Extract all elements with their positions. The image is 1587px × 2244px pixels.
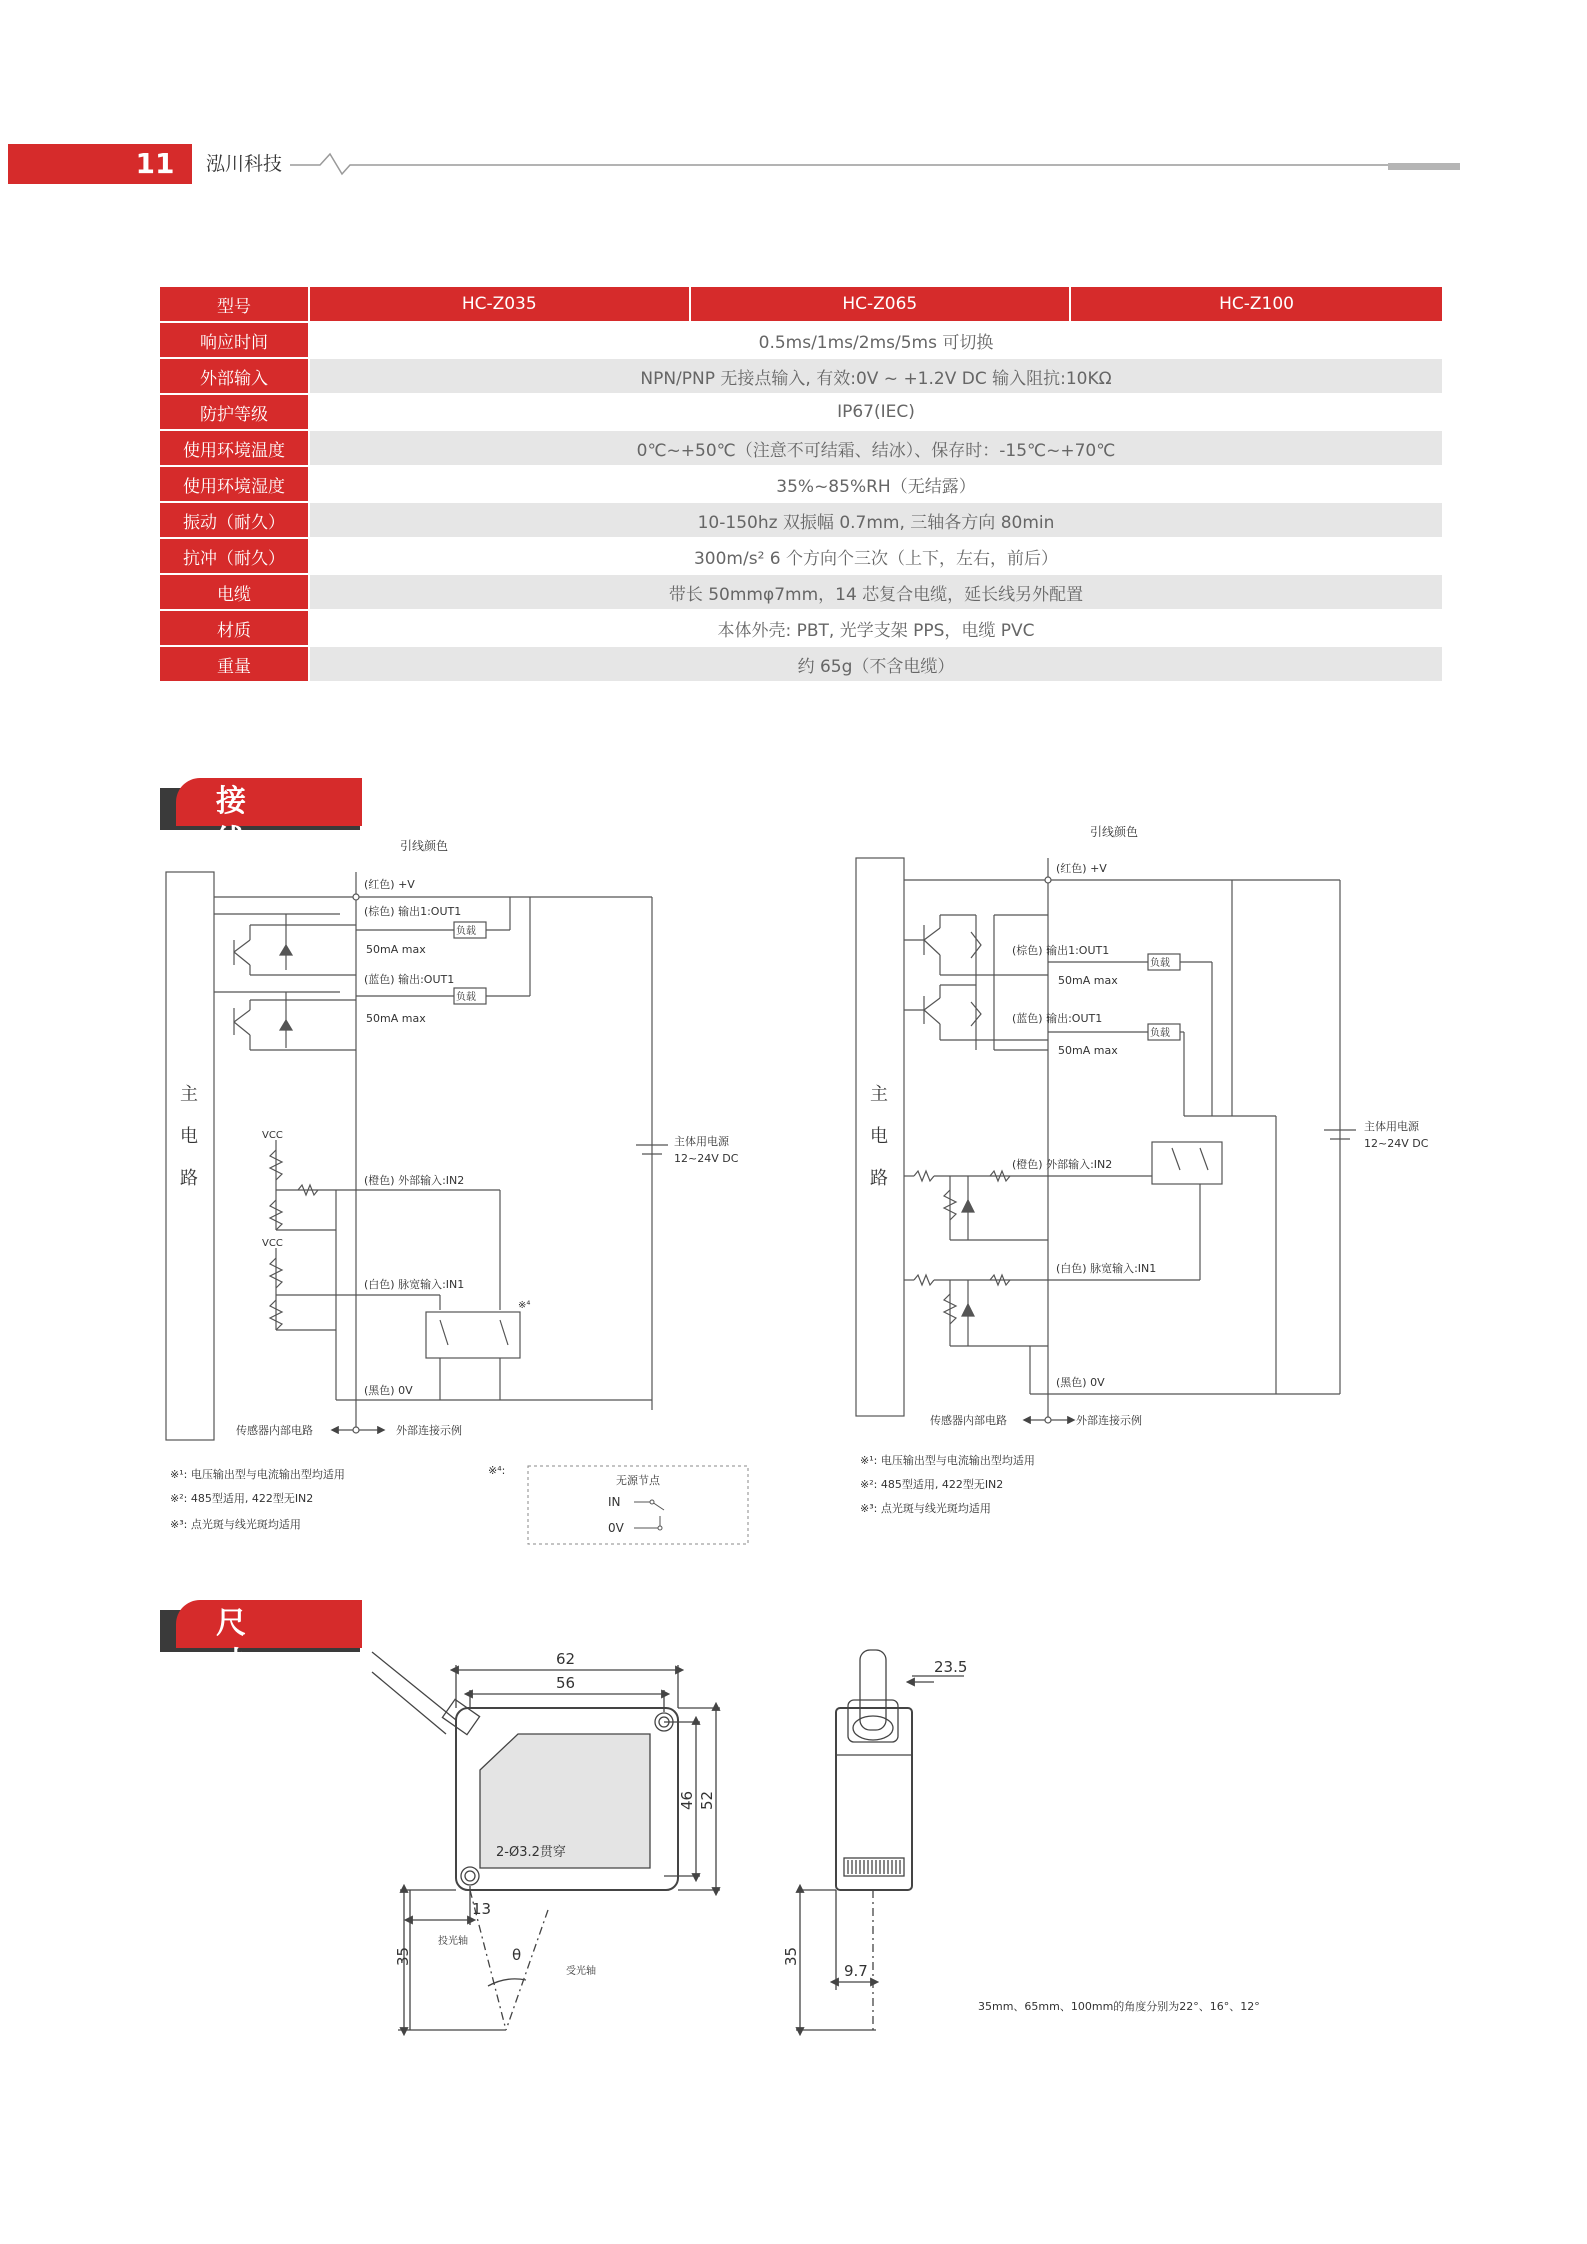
wire-red-label: (红色) +V bbox=[364, 878, 415, 891]
row-label: 抗冲（耐久） bbox=[160, 539, 310, 573]
internal-label: 传感器内部电路 bbox=[236, 1424, 313, 1437]
dim-46: 46 bbox=[678, 1790, 696, 1810]
note-item: ※¹: 电压输出型与电流输出型均适用 bbox=[860, 1454, 1035, 1467]
load-label: 负载 bbox=[1150, 1028, 1170, 1039]
vcc-label: VCC bbox=[262, 1130, 283, 1141]
row-label: 振动（耐久） bbox=[160, 503, 310, 537]
note4-mark-label: ※⁴: bbox=[488, 1464, 506, 1477]
row-label: 使用环境温度 bbox=[160, 431, 310, 465]
wiring-diagram-right bbox=[856, 858, 1356, 1423]
model-z035: HC-Z035 bbox=[310, 287, 691, 321]
dim-35-side: 35 bbox=[782, 1946, 800, 1966]
hole-label: 2-Ø3.2贯穿 bbox=[496, 1845, 566, 1860]
row-value: 35%~85%RH（无结露） bbox=[310, 467, 1442, 501]
note4-in: IN bbox=[608, 1495, 621, 1509]
load-label: 负载 bbox=[456, 992, 476, 1003]
dimension-side-view bbox=[796, 1650, 964, 2030]
voltage-label: 12~24V DC bbox=[674, 1152, 739, 1165]
load-label: 负载 bbox=[1150, 958, 1170, 969]
row-value: 带长 50mmφ7mm，14 芯复合电缆，延长线另外配置 bbox=[310, 575, 1442, 609]
row-value: 0℃~+50℃（注意不可结霜、结冰）、保存时：-15℃~+70℃ bbox=[310, 431, 1442, 465]
page-number: 11 bbox=[135, 147, 175, 180]
dim-62: 62 bbox=[556, 1650, 576, 1668]
wire-orange-label: (橙色) 外部输入:IN2 bbox=[364, 1174, 465, 1187]
main-circuit-char: 路 bbox=[870, 1168, 888, 1189]
current-label: 50mA max bbox=[366, 943, 426, 956]
power-label: 主体用电源 bbox=[674, 1135, 729, 1148]
dim-35-front: 35 bbox=[394, 1946, 412, 1966]
angle-note: 35mm、65mm、100mm的角度分别为22°、16°、12° bbox=[978, 2000, 1260, 2013]
row-label: 电缆 bbox=[160, 575, 310, 609]
row-label: 防护等级 bbox=[160, 395, 310, 429]
note4-box bbox=[488, 1464, 748, 1544]
row-label: 材质 bbox=[160, 611, 310, 645]
row-label: 使用环境湿度 bbox=[160, 467, 310, 501]
row-value: 300m/s² 6 个方向个三次（上下，左右，前后） bbox=[310, 539, 1442, 573]
receive-axis-label: 受光轴 bbox=[566, 1966, 596, 1977]
dim-56: 56 bbox=[556, 1674, 576, 1692]
wire-black-label: (黑色) 0V bbox=[1056, 1376, 1105, 1389]
row-label: 重量 bbox=[160, 647, 310, 681]
main-circuit-box bbox=[166, 872, 214, 1440]
note4-mark: ※⁴ bbox=[518, 1300, 531, 1311]
internal-label: 传感器内部电路 bbox=[930, 1414, 1007, 1427]
notes-left bbox=[170, 1467, 345, 1531]
model-z065: HC-Z065 bbox=[691, 287, 1072, 321]
current-label: 50mA max bbox=[1058, 974, 1118, 987]
current-label: 50mA max bbox=[366, 1012, 426, 1025]
note-item: ※³: 点光斑与线光斑均适用 bbox=[170, 1518, 301, 1531]
current-label: 50mA max bbox=[1058, 1044, 1118, 1057]
dimension-front-view bbox=[372, 1652, 720, 2030]
row-label: 外部输入 bbox=[160, 359, 310, 393]
table-header-label: 型号 bbox=[160, 287, 310, 321]
vcc-label: VCC bbox=[262, 1238, 283, 1249]
dimension-title: 尺寸图 bbox=[216, 1606, 248, 1721]
wiring-title: 接线图 bbox=[216, 784, 248, 899]
row-value: 约 65g（不含电缆） bbox=[310, 647, 1442, 681]
row-label: 响应时间 bbox=[160, 323, 310, 357]
note-item: ※²: 485型适用, 422型无IN2 bbox=[170, 1492, 314, 1505]
wire-blue-label: (蓝色) 输出:OUT1 bbox=[1012, 1012, 1103, 1025]
dim-23-5: 23.5 bbox=[934, 1658, 968, 1676]
load-label: 负载 bbox=[456, 926, 476, 937]
wire-red-label: (红色) +V bbox=[1056, 862, 1107, 875]
external-label: 外部连接示例 bbox=[396, 1424, 462, 1437]
dim-13: 13 bbox=[472, 1900, 492, 1918]
wire-blue-label: (蓝色) 输出:OUT1 bbox=[364, 973, 455, 986]
wire-black-label: (黑色) 0V bbox=[364, 1384, 413, 1397]
external-label: 外部连接示例 bbox=[1076, 1414, 1142, 1427]
wire-brown-label: (棕色) 输出1:OUT1 bbox=[1012, 944, 1110, 957]
row-value: 10-150hz 双振幅 0.7mm, 三轴各方向 80min bbox=[310, 503, 1442, 537]
dimension-side-labels bbox=[782, 1658, 967, 1980]
main-circuit-char: 电 bbox=[870, 1126, 888, 1147]
row-value: NPN/PNP 无接点输入, 有效:0V ~ +1.2V DC 输入阻抗:10KΩ bbox=[310, 359, 1442, 393]
main-circuit-char: 电 bbox=[180, 1126, 198, 1147]
note-item: ※²: 485型适用, 422型无IN2 bbox=[860, 1478, 1004, 1491]
dim-52: 52 bbox=[698, 1790, 716, 1810]
model-z100: HC-Z100 bbox=[1071, 287, 1442, 321]
power-label: 主体用电源 bbox=[1364, 1120, 1419, 1133]
row-value: 0.5ms/1ms/2ms/5ms 可切换 bbox=[310, 323, 1442, 357]
row-value: IP67(IEC) bbox=[310, 395, 1442, 429]
wiring-left-labels bbox=[180, 838, 739, 1437]
main-circuit-char: 路 bbox=[180, 1168, 198, 1189]
note-item: ※¹: 电压输出型与电流输出型均适用 bbox=[170, 1468, 345, 1481]
wiring-diagram-left bbox=[166, 872, 668, 1440]
theta-label: θ bbox=[512, 1946, 522, 1964]
lead-color-label: 引线颜色 bbox=[1090, 825, 1139, 839]
main-circuit-char: 主 bbox=[180, 1084, 198, 1105]
lead-color-label: 引线颜色 bbox=[400, 839, 449, 853]
note4-title: 无源节点 bbox=[616, 1474, 660, 1487]
voltage-label: 12~24V DC bbox=[1364, 1137, 1429, 1150]
emit-axis-label: 投光轴 bbox=[438, 1936, 468, 1947]
main-circuit-char: 主 bbox=[870, 1084, 888, 1105]
brand-name: 泓川科技 bbox=[206, 153, 283, 175]
note-item: ※³: 点光斑与线光斑均适用 bbox=[860, 1502, 991, 1515]
wire-orange-label: (橙色) 外部输入:IN2 bbox=[1012, 1158, 1113, 1171]
wire-white-label: (白色) 脉宽输入:IN1 bbox=[364, 1278, 465, 1291]
wire-brown-label: (棕色) 输出1:OUT1 bbox=[364, 905, 462, 918]
notes-right bbox=[860, 1453, 1035, 1515]
wire-white-label: (白色) 脉宽输入:IN1 bbox=[1056, 1262, 1157, 1275]
note4-0v: 0V bbox=[608, 1521, 624, 1535]
row-value: 本体外壳: PBT, 光学支架 PPS，电缆 PVC bbox=[310, 611, 1442, 645]
dim-9-7: 9.7 bbox=[844, 1962, 868, 1980]
